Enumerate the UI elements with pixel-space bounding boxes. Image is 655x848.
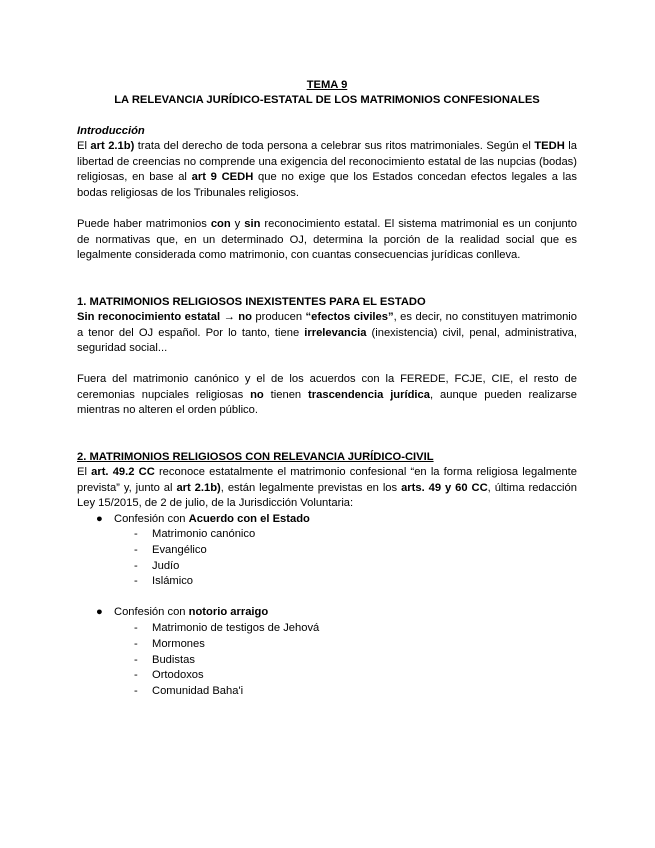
text-run: Confesión con: [114, 513, 189, 525]
bold-run: TEDH: [534, 140, 565, 152]
bold-run: art 2.1b): [176, 481, 221, 494]
sub-list-item-text: Matrimonio canónico: [152, 528, 256, 540]
text-run: , última redacción Ley 15/2015, de 2 de julio, de la Jurisdicción Voluntaria:: [77, 481, 577, 510]
bold-run: sin: [244, 218, 261, 230]
section-2-paragraph-1: [77, 465, 577, 512]
text-run: (inexistencia) civil, penal, administrativa, seguridad social...: [77, 326, 577, 355]
intro-heading: Introducción: [77, 125, 145, 137]
bold-run: art 2.1b): [90, 140, 135, 152]
section-2-heading: [77, 450, 577, 466]
bold-run: trascendencia jurídica: [308, 388, 430, 401]
dash-icon: -: [134, 669, 138, 681]
tema-number: TEMA 9: [306, 79, 348, 91]
dash-icon: -: [134, 528, 138, 540]
bullet-text: [114, 512, 310, 528]
sub-list-item-text: Matrimonio de testigos de Jehová: [152, 622, 320, 634]
text-run: Puede haber matrimonios: [77, 218, 211, 230]
text-run: Confesión con: [114, 606, 189, 618]
bullet-text: [114, 605, 268, 621]
text-run: Fuera del matrimonio canónico y el de los acuerdos con la FEREDE, FCJE, CIE, el resto de ceremonias nupciales religiosas: [77, 373, 577, 401]
bullet-icon: ●: [96, 606, 103, 618]
dash-icon: -: [134, 544, 138, 556]
bold-run: irrelevancia: [304, 326, 367, 339]
intro-paragraph-1: [77, 139, 577, 201]
bold-run: arts. 49 y 60 CC: [401, 481, 488, 494]
sub-list-item-text: Evangélico: [152, 544, 207, 556]
text-run: El: [77, 466, 92, 478]
sub-list-item-text: Mormones: [152, 638, 205, 650]
text-run: reconocimiento estatal. El sistema matrimonial es un conjunto de normativas que, en un determinado OJ, determina la porción de la realidad social que es legalmente considerada como matrimonio, con cuantas consecuencias jurídicas conlleva.: [77, 218, 578, 262]
section-1-paragraph-2: [77, 372, 577, 419]
dash-icon: -: [134, 638, 138, 650]
text-run: producen: [251, 311, 306, 323]
bullet-icon: ●: [96, 513, 103, 525]
dash-icon: -: [134, 685, 138, 697]
text-run: trata del derecho de toda persona a celebrar sus ritos matrimoniales. Según el: [134, 140, 535, 152]
section-2-heading-text: 2. MATRIMONIOS RELIGIOSOS CON RELEVANCIA JURÍDICO-CIVIL: [77, 451, 434, 463]
bold-run: no: [250, 388, 264, 401]
text-run: El: [77, 140, 91, 152]
sub-list-item-text: Judío: [152, 560, 180, 572]
sub-list-item-text: Comunidad Baha'i: [152, 685, 244, 697]
sub-list-item-text: Budistas: [152, 654, 195, 666]
text-run: y: [230, 218, 245, 230]
dash-icon: -: [134, 575, 138, 587]
text-run: , es decir, no constituyen matrimonio a tenor del OJ español. Por lo tanto, tiene: [77, 311, 578, 339]
text-run: que no exige que los Estados concedan efectos legales a las bodas religiosas de los Tribunales religiosos.: [77, 171, 577, 199]
dash-icon: -: [134, 560, 138, 572]
text-run: reconoce estatalmente el matrimonio confesional “en la forma religiosa legalmente prevista” y, junto al: [77, 466, 578, 494]
bold-run: Sin reconocimiento estatal → no: [77, 311, 252, 323]
bold-run: art. 49.2 CC: [91, 466, 155, 478]
sub-list-item-text: Islámico: [152, 575, 194, 587]
document-title: LA RELEVANCIA JURÍDICO-ESTATAL DE LOS MATRIMONIOS CONFESIONALES: [114, 94, 540, 106]
sub-list-item-text: Ortodoxos: [152, 669, 204, 681]
bold-run: Acuerdo con el Estado: [188, 513, 310, 525]
section-1-heading: 1. MATRIMONIOS RELIGIOSOS INEXISTENTES PARA EL ESTADO: [77, 296, 426, 308]
text-run: tienen: [263, 388, 309, 401]
bold-run: notorio arraigo: [188, 606, 269, 618]
dash-icon: -: [134, 654, 138, 666]
section-1-paragraph-1: [77, 310, 577, 357]
intro-paragraph-2: [77, 217, 577, 264]
bold-run: con: [210, 218, 231, 230]
text-run: , están legalmente previstas en los: [220, 481, 402, 494]
bold-run: “efectos civiles”: [305, 311, 394, 323]
text-run: la libertad de creencias no comprende una exigencia del reconocimiento estatal de las nupcias (bodas) religiosas, en base al: [77, 140, 577, 184]
bold-run: art 9 CEDH: [191, 171, 254, 184]
text-run: , aunque pueden realizarse mientras no alteren el orden público.: [77, 388, 577, 417]
dash-icon: -: [134, 622, 138, 634]
